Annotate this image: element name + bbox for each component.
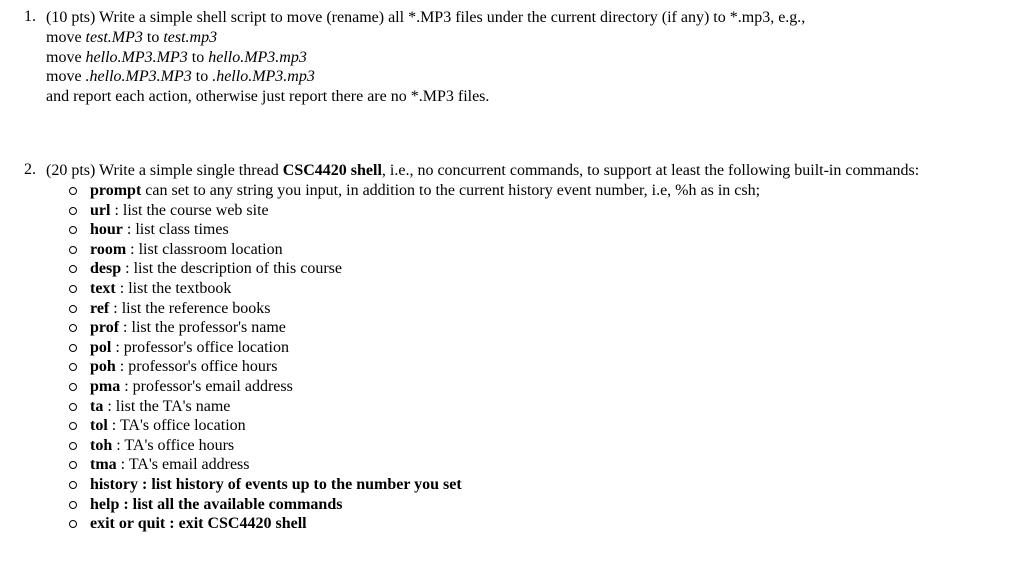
command-name: history : list history of events up to the number you set (90, 475, 462, 493)
question-2-intro-end: , i.e., no concurrent commands, to support at least the following built-in commands: (381, 162, 920, 179)
example-target-file: .hello.MP3.mp3 (212, 68, 315, 85)
list-item (66, 416, 760, 436)
bullet-icon (69, 265, 77, 273)
list-item (66, 259, 760, 279)
bullet-icon (69, 344, 77, 352)
command-description: : professor's office location (111, 338, 289, 356)
bullet-icon (69, 305, 77, 313)
command-name: desp (90, 260, 122, 278)
command-name: url (90, 201, 111, 219)
command-description: : professor's office hours (115, 358, 278, 376)
bullet-icon (69, 403, 77, 411)
example-to-word: to (146, 29, 160, 46)
command-name: text (90, 279, 116, 297)
bullet-icon (69, 226, 77, 234)
example-target-file: test.mp3 (163, 29, 218, 46)
command-list (66, 181, 760, 534)
list-item (66, 436, 760, 456)
command-name: pma (90, 377, 121, 395)
command-name: tma (90, 456, 117, 474)
question-1-example-2 (46, 48, 307, 68)
bullet-icon (69, 461, 77, 469)
list-item (66, 181, 760, 201)
bullet-icon (69, 246, 77, 254)
list-item (66, 279, 760, 299)
list-item (66, 357, 760, 377)
question-1-example-1 (46, 28, 217, 48)
question-1-prompt: (10 pts) Write a simple shell script to move (rename) all *.MP3 files under the current directory (if any) to *.mp3, e.g., (46, 9, 806, 26)
question-2-number: 2. (24, 161, 36, 178)
bullet-icon (69, 442, 77, 450)
command-name: toh (90, 436, 113, 454)
list-item (66, 299, 760, 319)
example-source-file: .hello.MP3.MP3 (85, 68, 192, 85)
command-description: : list the course web site (110, 201, 269, 219)
example-target-file: hello.MP3.mp3 (208, 49, 307, 66)
bullet-icon (69, 207, 77, 215)
command-description: : list the professor's name (119, 319, 286, 337)
example-move-word: move (46, 29, 82, 46)
command-name: ta (90, 397, 104, 415)
command-name: hour (90, 221, 123, 239)
bullet-icon (69, 324, 77, 332)
bullet-icon (69, 422, 77, 430)
question-2-prompt (46, 161, 919, 181)
command-name: tol (90, 417, 108, 435)
bullet-icon (69, 285, 77, 293)
example-to-word: to (191, 49, 205, 66)
list-item (66, 220, 760, 240)
list-item (66, 455, 760, 475)
bullet-icon (69, 481, 77, 489)
bullet-icon (69, 187, 77, 195)
command-description: : list the textbook (115, 279, 232, 297)
question-2-shell-name: CSC4420 shell (282, 162, 382, 179)
question-1-report-instruction: and report each action, otherwise just report there are no *.MP3 files. (46, 88, 490, 105)
command-description: : TA's office hours (112, 436, 235, 454)
command-description: : TA's email address (116, 456, 250, 474)
list-item (66, 377, 760, 397)
command-description: can set to any string you input, in addition to the current history event number, i.e, %h as in csh; (141, 182, 761, 199)
example-move-word: move (46, 68, 82, 85)
command-description: : list the description of this course (121, 260, 342, 278)
bullet-icon (69, 501, 77, 509)
command-description: : professor's email address (120, 377, 293, 395)
command-name: help : list all the available commands (90, 495, 343, 513)
list-item (66, 475, 760, 495)
list-item (66, 201, 760, 221)
example-move-word: move (46, 49, 82, 66)
bullet-icon (69, 363, 77, 371)
command-description: : list the TA's name (103, 397, 231, 415)
list-item (66, 240, 760, 260)
command-name: prompt (90, 182, 142, 199)
question-1-example-3 (46, 67, 315, 87)
command-description: : list classroom location (126, 240, 283, 258)
question-2-intro-start: (20 pts) Write a simple single thread (46, 162, 279, 179)
bullet-icon (69, 383, 77, 391)
list-item (66, 397, 760, 417)
command-name: exit or quit : exit CSC4420 shell (90, 515, 307, 533)
command-description: : list class times (122, 221, 229, 239)
command-name: pol (90, 338, 112, 356)
command-name: ref (90, 299, 110, 317)
command-name: prof (90, 319, 120, 337)
list-item (66, 318, 760, 338)
example-source-file: test.MP3 (85, 29, 143, 46)
example-source-file: hello.MP3.MP3 (85, 49, 188, 66)
list-item (66, 514, 760, 534)
example-to-word: to (195, 68, 209, 85)
command-description: : list the reference books (109, 299, 271, 317)
command-description: : TA's office location (107, 417, 246, 435)
list-item (66, 338, 760, 358)
command-name: poh (90, 358, 116, 376)
question-1-number: 1. (24, 8, 36, 25)
command-name: room (90, 240, 127, 258)
bullet-icon (69, 520, 77, 528)
list-item (66, 495, 760, 515)
